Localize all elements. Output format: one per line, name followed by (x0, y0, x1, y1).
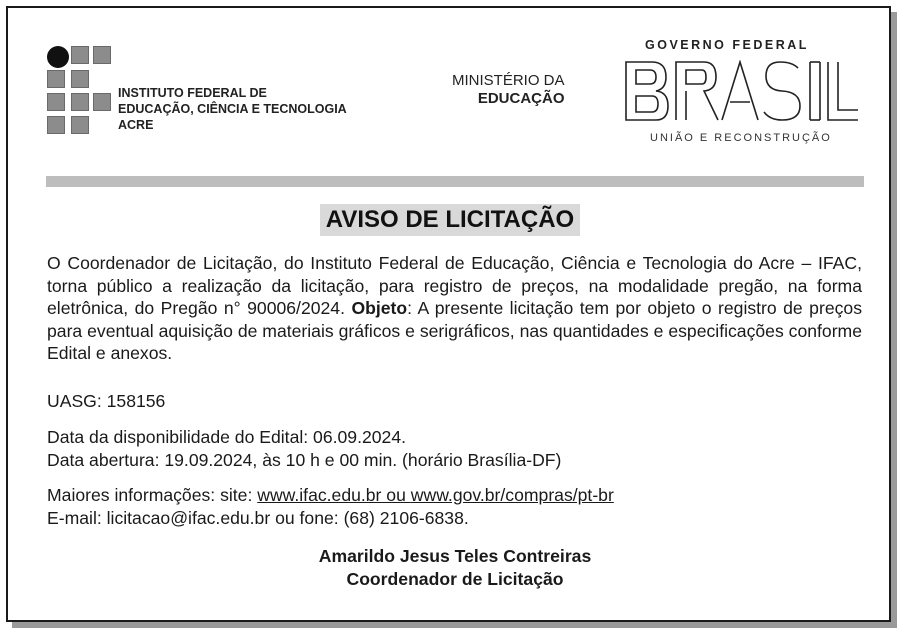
opening-date: Data abertura: 19.09.2024, às 10 h e 00 min. (horário Brasília-DF) (47, 449, 562, 470)
notice-body: O Coordenador de Licitação, do Instituto Federal de Educação, Ciência e Tecnologia do Acre – IFAC, torna público a realização da licitação, para registro de preços, na modalidade pregão, na forma eletrônica, do Pregão n° 90006/2024. Objeto: A presente licitação tem por objeto o registro de preços para eventual aquisição de materiais gráficos e serigráficos, nas quantidades e especificações conforme Edital e anexos. (47, 253, 862, 363)
brasil-logo (622, 60, 862, 124)
signer-name: Amarildo Jesus Teles Contreiras (318, 546, 592, 566)
signer-role: Coordenador de Licitação (346, 568, 564, 589)
dates-block (47, 426, 862, 471)
ministry-label: MINISTÉRIO DA EDUCAÇÃO (452, 72, 565, 107)
frame-shadow-bottom (12, 622, 897, 628)
email-line: E-mail: licitacao@ifac.edu.br ou fone: (68) 2106-6838. (47, 507, 469, 528)
if-logo (47, 46, 113, 136)
gov-title: GOVERNO FEDERAL (645, 38, 809, 52)
header-divider (46, 176, 864, 187)
info-line: Maiores informações: site: www.ifac.edu.br ou www.gov.br/compras/pt-br (47, 485, 614, 505)
institute-name: INSTITUTO FEDERAL DE EDUCAÇÃO, CIÊNCIA E TECNOLOGIA ACRE (118, 86, 347, 132)
gov-slogan: UNIÃO E RECONSTRUÇÃO (650, 132, 832, 144)
uasg-line: UASG: 158156 (47, 391, 166, 411)
edital-date: Data da disponibilidade do Edital: 06.09.2024. (47, 427, 406, 447)
notice-title: AVISO DE LICITAÇÃO (320, 204, 580, 236)
if-logo-circle-icon (47, 46, 69, 68)
frame-shadow-right (891, 12, 897, 628)
site-link-ifac[interactable]: www.ifac.edu.br (257, 485, 382, 505)
contact-block (47, 484, 862, 529)
site-link-compras[interactable]: www.gov.br/compras/pt-br (410, 485, 614, 505)
signature-block (0, 545, 900, 590)
